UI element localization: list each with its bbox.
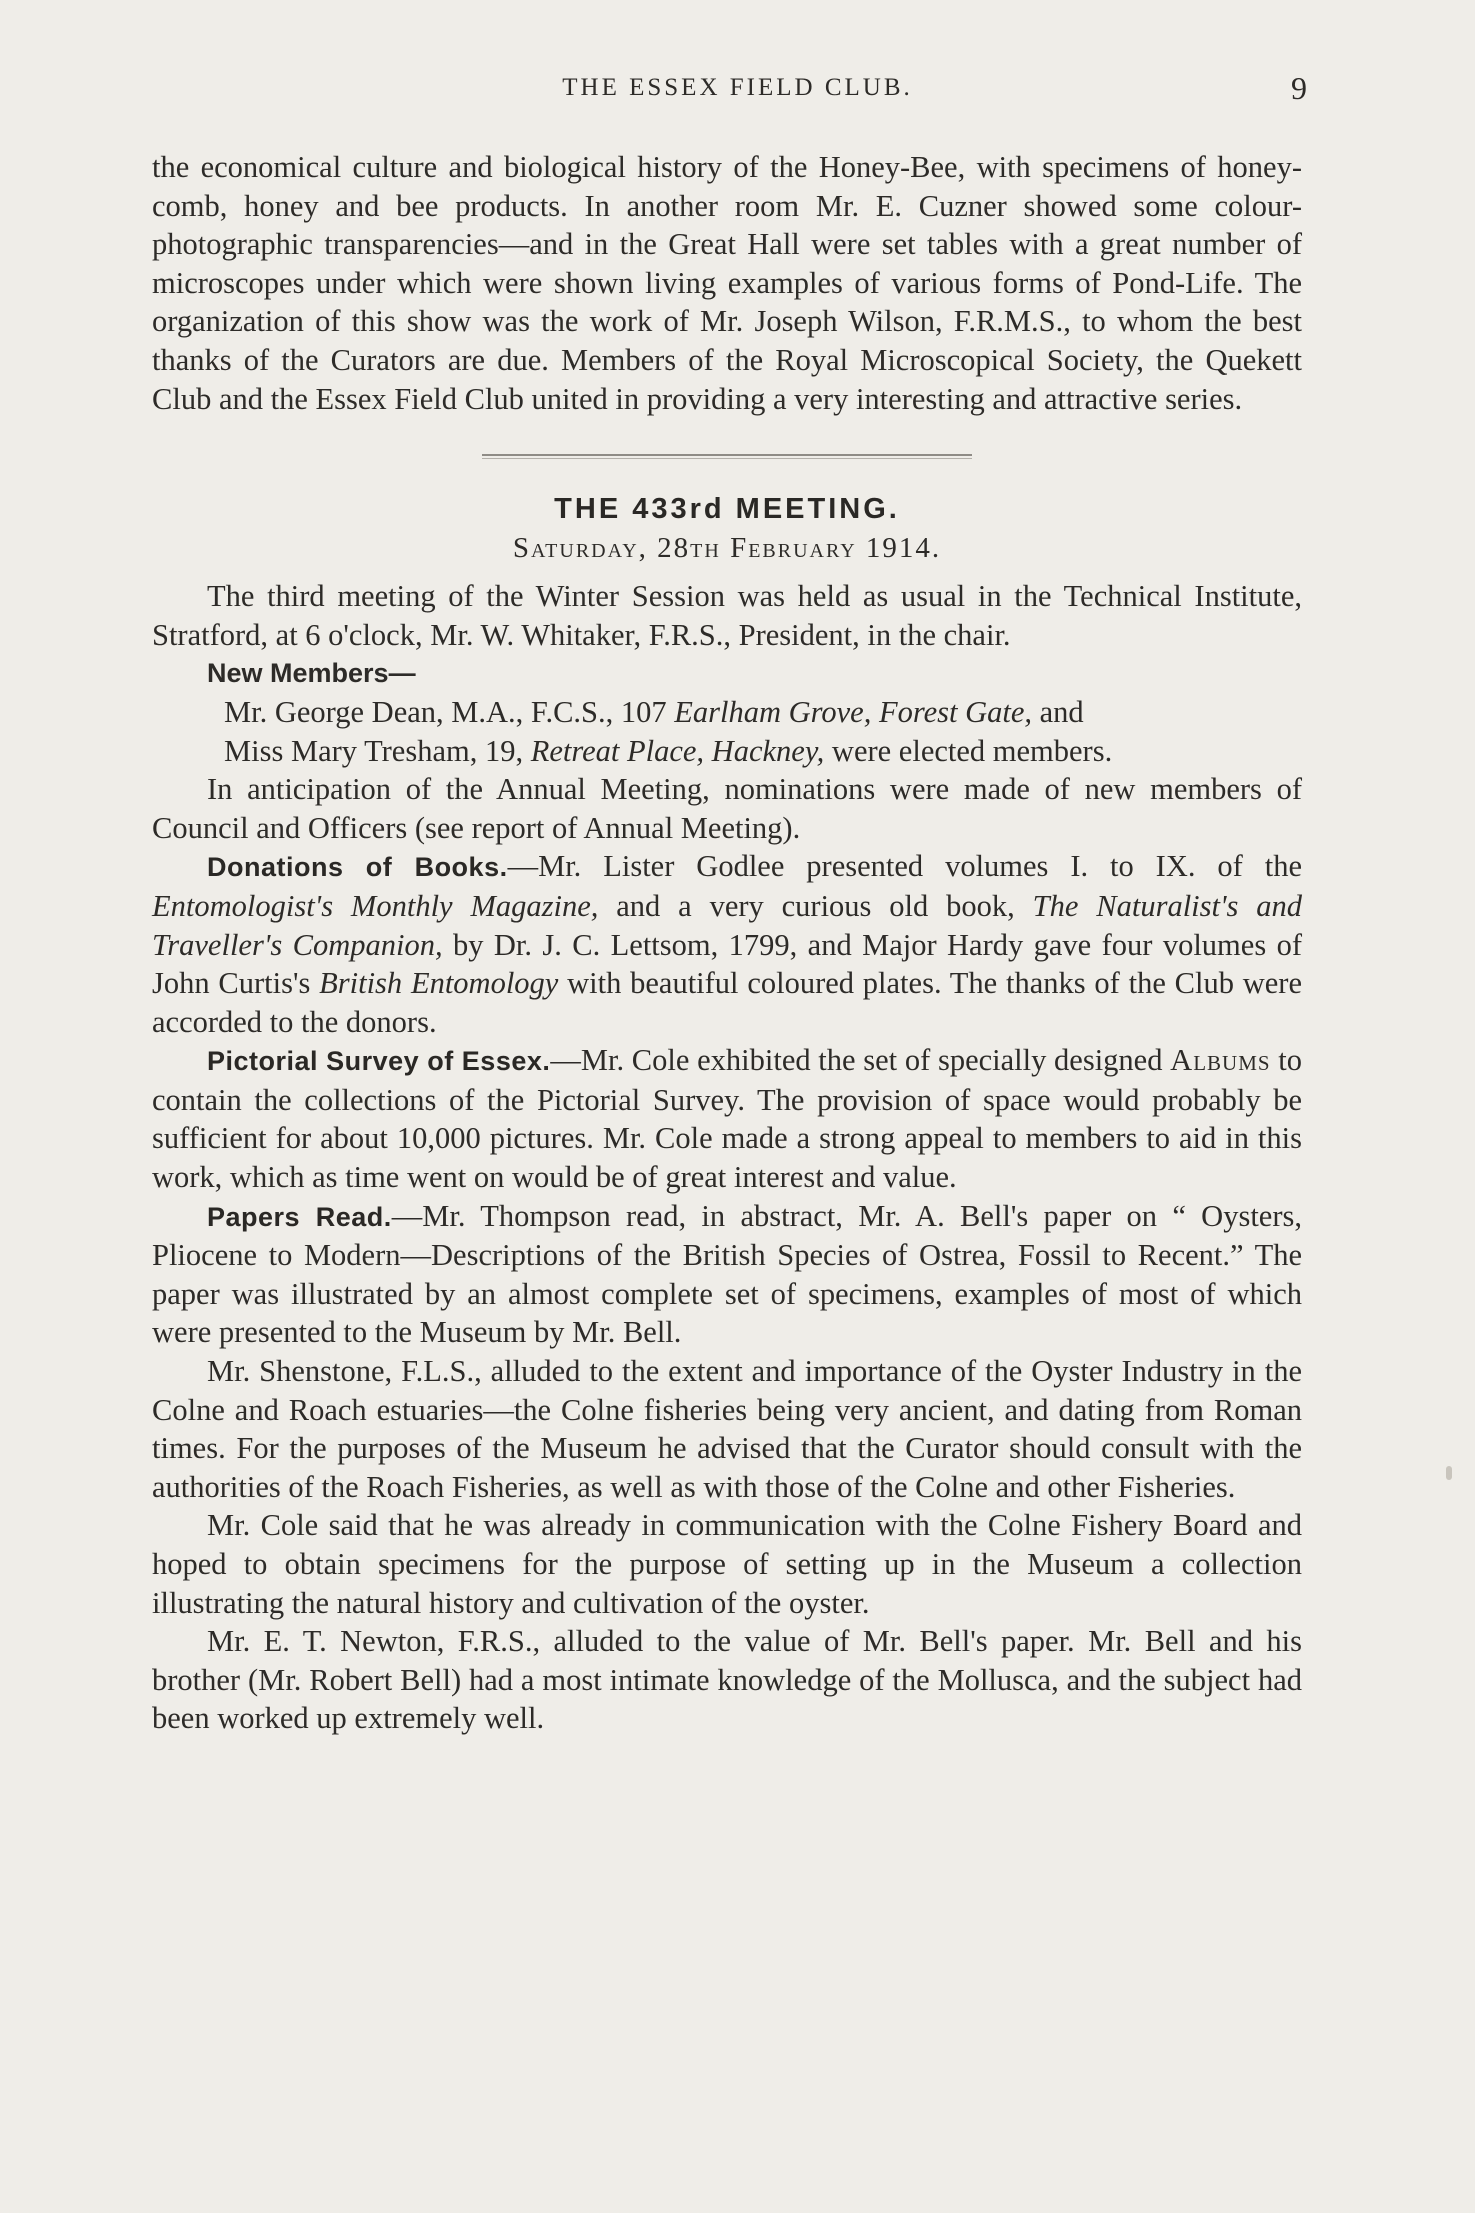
running-head bbox=[0, 64, 1475, 116]
member-address: Earlham Grove, Forest Gate, bbox=[674, 694, 1032, 729]
paper-blemish bbox=[1446, 1466, 1452, 1480]
donations-text: —Mr. Lister Godlee presented volumes I. to IX. of the bbox=[507, 849, 1302, 884]
pictorial-text: to contain the collections of the Pictorial Survey. The provision of space would probably be sufficient for about 10,000 pictures. Mr. Cole made a strong appeal to members to aid in this work, which as time went on would be of great interest and value. bbox=[152, 1043, 1302, 1195]
member-text: were elected members. bbox=[824, 733, 1113, 768]
book-title: The Naturalist's and Traveller's Companion, bbox=[152, 888, 1303, 962]
member-text: and bbox=[1032, 694, 1084, 729]
text-column bbox=[152, 148, 1302, 1738]
new-member-line bbox=[152, 732, 1302, 771]
albums-term: Albums bbox=[1170, 1043, 1271, 1078]
papers-text: —Mr. Thompson read, in abstract, Mr. A. Bell's paper on “ Oysters, Pliocene to Modern—Descriptions of the British Species of Ostrea, Fossil to Recent.” The paper was illustrated by an almost complete set of specimens, examples of most of which were presented to the Museum by Mr. Bell. bbox=[152, 1198, 1302, 1350]
papers-paragraph bbox=[152, 1197, 1302, 1352]
pictorial-heading: Pictorial Survey of Essex. bbox=[207, 1046, 551, 1077]
new-member-line bbox=[152, 693, 1302, 732]
book-title: Entomologist's Monthly Magazine, bbox=[152, 888, 599, 923]
donations-text: with beautiful coloured plates. The thanks of the Club were accorded to the donors. bbox=[152, 966, 1302, 1039]
member-text: Mr. George Dean, M.A., F.C.S., 107 bbox=[224, 694, 675, 729]
pictorial-paragraph bbox=[152, 1041, 1302, 1196]
cole-paragraph: Mr. Cole said that he was already in communication with the Colne Fishery Board and hoped to obtain specimens for the purpose of setting up in the Museum a collection illustrating the natural history and cultivation of the oyster. bbox=[152, 1508, 1302, 1620]
book-title: British Entomology bbox=[319, 966, 559, 1001]
section-divider bbox=[482, 454, 972, 459]
meeting-date: Saturday, 28th February 1914. bbox=[512, 532, 942, 565]
new-members-heading: New Members— bbox=[207, 658, 416, 689]
meeting-heading: THE 433rd MEETING. bbox=[554, 493, 900, 526]
papers-heading: Papers Read. bbox=[207, 1201, 392, 1232]
pictorial-text: —Mr. Cole exhibited the set of specially designed bbox=[550, 1043, 1171, 1078]
donations-paragraph bbox=[152, 847, 1302, 1041]
donations-text: by Dr. J. C. Lettsom, 1799, and Major Hardy gave four volumes of John Curtis's bbox=[152, 927, 1302, 1001]
donations-text: and a very curious old book, bbox=[598, 888, 1033, 923]
member-text: Miss Mary Tresham, 19, bbox=[224, 733, 531, 768]
page-number: 9 bbox=[1291, 70, 1307, 106]
nominations-paragraph: In anticipation of the Annual Meeting, nominations were made of new members of Council and Officers (see report of Annual Meeting). bbox=[152, 772, 1302, 845]
shenstone-paragraph: Mr. Shenstone, F.L.S., alluded to the extent and importance of the Oyster Industry in the Colne and Roach estuaries—the Colne fisheries being very ancient, and dating from Roman times. For the purposes of the Museum he advised that the Curator should consult with the authorities of the Roach Fisheries, as well as with those of the Colne and other Fisheries. bbox=[152, 1354, 1302, 1504]
newton-paragraph: Mr. E. T. Newton, F.R.S., alluded to the value of Mr. Bell's paper. Mr. Bell and his brother (Mr. Robert Bell) had a most intimate knowledge of the Mollusca, and the subject had been worked up extremely well. bbox=[152, 1624, 1302, 1736]
member-address: Retreat Place, Hackney, bbox=[530, 733, 825, 768]
running-title: THE ESSEX FIELD CLUB. bbox=[562, 74, 913, 101]
opening-paragraph: the economical culture and biological history of the Honey-Bee, with specimens of honey-comb, honey and bee products. In another room Mr. E. Cuzner showed some colour-photographic transparencies—and in the Great Hall were set tables with a great number of microscopes under which were shown living examples of various forms of Pond-Life. The organization of this show was the work of Mr. Joseph Wilson, F.R.M.S., to whom the best thanks of the Curators are due. Members of the Royal Microscopical Society, the Quekett Club and the Essex Field Club united in providing a very interesting and attractive series. bbox=[152, 150, 1302, 416]
meeting-intro: The third meeting of the Winter Session was held as usual in the Technical Institute, Stratford, at 6 o'clock, Mr. W. Whitaker, F.R.S., President, in the chair. bbox=[152, 579, 1302, 652]
donations-heading: Donations of Books. bbox=[207, 852, 508, 883]
